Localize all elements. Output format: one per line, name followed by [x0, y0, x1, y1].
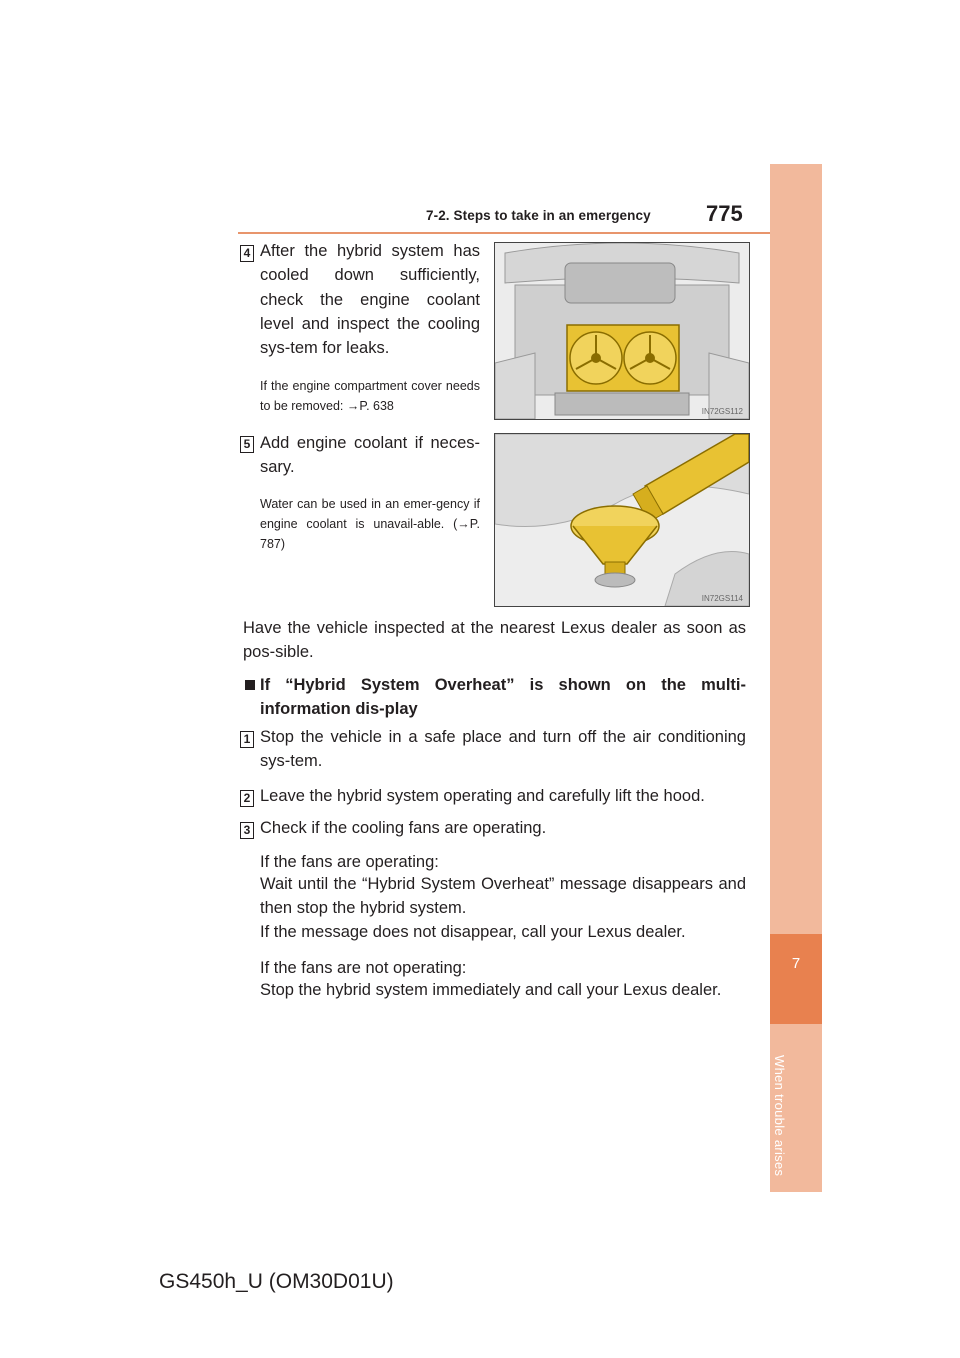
step-text: After the hybrid system has cooled down sufficiently, check the engine coolant level and inspect the cooling sys-tem for leaks. — [260, 242, 480, 358]
coolant-funnel-illustration — [495, 434, 749, 606]
fans-not-operating-instruction: Stop the hybrid system immediately and call your Lexus dealer. — [260, 981, 722, 999]
fans-operating-fallback: If the message does not disappear, call your Lexus dealer. — [260, 923, 686, 941]
inspection-advice: Have the vehicle inspected at the nearest Lexus dealer as soon as pos-sible. — [243, 619, 746, 662]
header-rule — [238, 232, 822, 234]
chapter-number-block — [770, 934, 822, 1024]
step-number-box: 2 — [240, 790, 254, 807]
step-text: Add engine coolant if neces-sary. — [260, 434, 480, 477]
step-note: If the engine compartment cover needs to be removed: →P. 638 — [260, 379, 480, 413]
engine-bay-illustration — [495, 243, 749, 419]
chapter-number: 7 — [791, 955, 801, 972]
step-text: Check if the cooling fans are operating. — [260, 819, 547, 837]
coolant-fill-figure — [494, 433, 750, 607]
step-number-box: 4 — [240, 245, 254, 262]
engine-bay-figure — [494, 242, 750, 420]
chapter-side-tab — [770, 164, 822, 1192]
figure-code: IN72GS114 — [701, 594, 743, 603]
step-number-box: 3 — [240, 822, 254, 839]
page-number: 775 — [706, 201, 743, 226]
manual-footer: GS450h_U (OM30D01U) — [159, 1270, 394, 1293]
chapter-title: When trouble arises — [772, 1055, 787, 1177]
section-heading: If “Hybrid System Overheat” is shown on the multi-information dis-play — [260, 676, 746, 719]
step-number-box: 5 — [240, 436, 254, 453]
step-text: Leave the hybrid system operating and carefully lift the hood. — [260, 787, 705, 805]
fans-operating-label: If the fans are operating: — [260, 853, 439, 871]
section-title: 7-2. Steps to take in an emergency — [426, 208, 651, 223]
step-note: Water can be used in an emer-gency if engine coolant is unavail-able. (→P. 787) — [260, 497, 480, 551]
square-bullet-icon — [245, 680, 255, 690]
fans-operating-instruction: Wait until the “Hybrid System Overheat” message disappears and then stop the hybrid system. — [260, 875, 746, 918]
figure-code: IN72GS112 — [701, 407, 743, 416]
step-number-box: 1 — [240, 731, 254, 748]
fans-not-operating-label: If the fans are not operating: — [260, 959, 467, 977]
step-text: Stop the vehicle in a safe place and turn off the air conditioning sys-tem. — [260, 728, 746, 771]
